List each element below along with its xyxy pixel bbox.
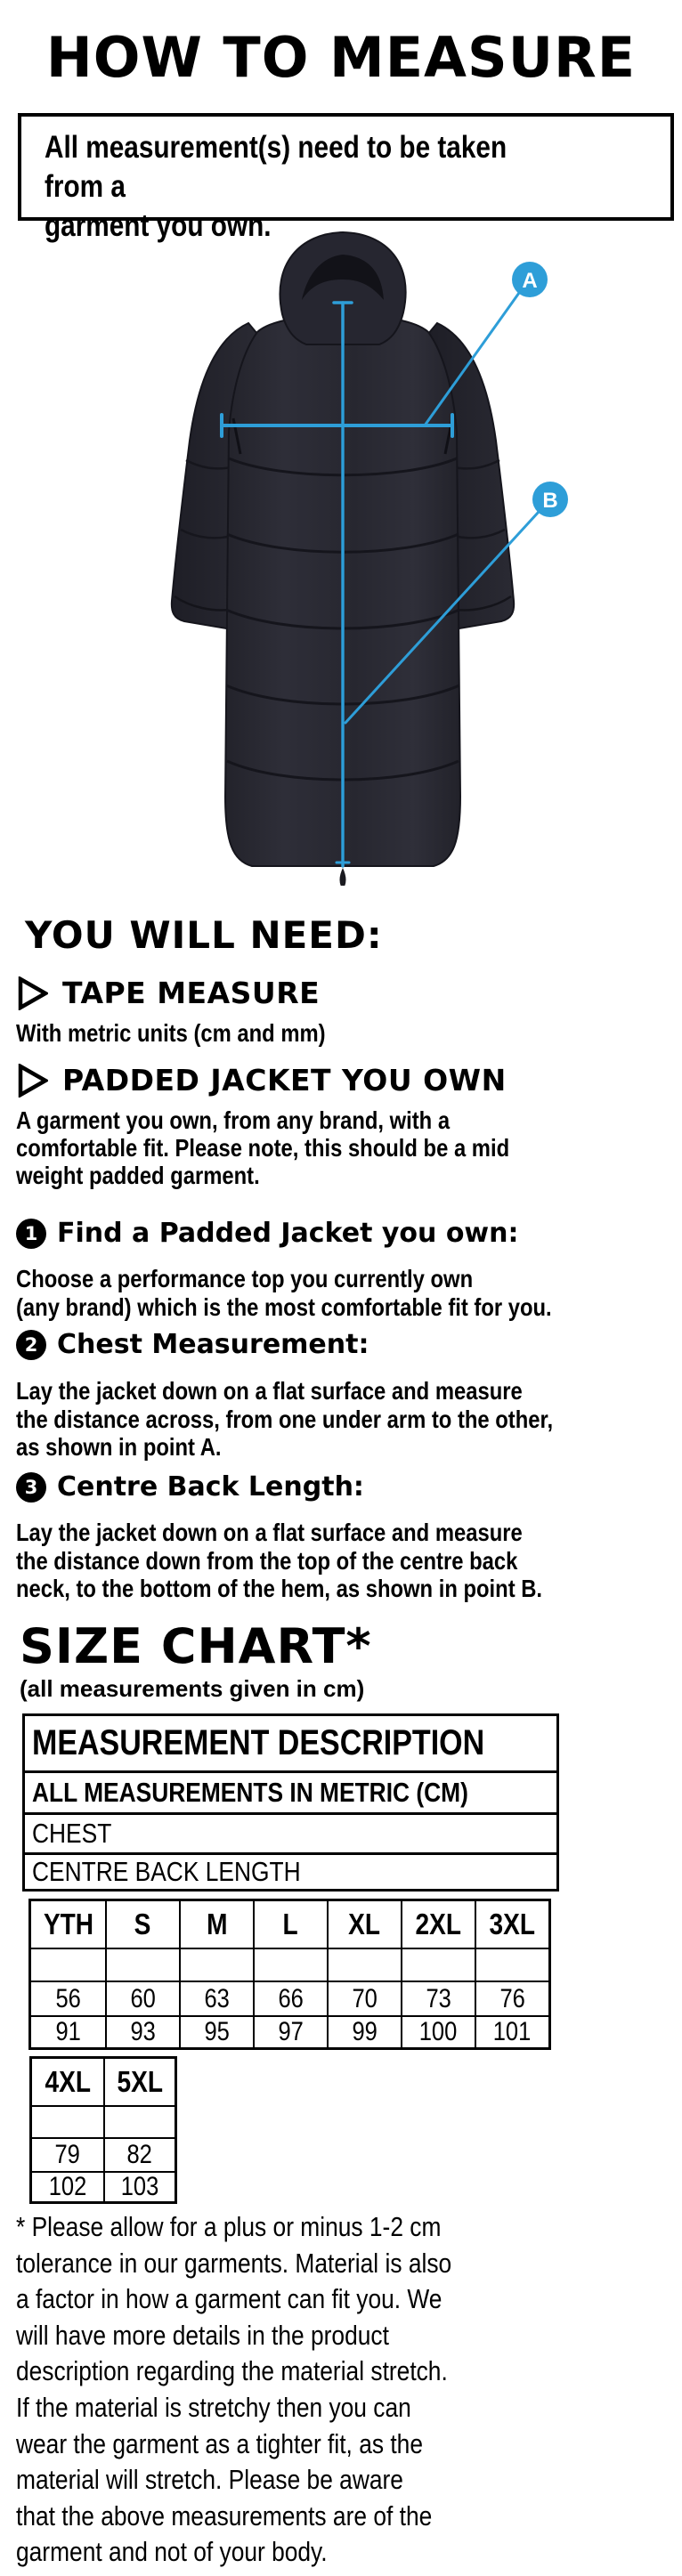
triangle-bullet-icon [18,1064,48,1098]
cbl-value-cell: 99 [327,2015,401,2047]
tolerance-footnote: * Please allow for a plus or minus 1-2 cm tolerance in our garments. Material is also a factor in how a garment can fit you. We will have more details in the product description regarding the material stretch. If the material is stretchy then you can wear the garment as a tighter fit, as the material will stretch. Please be aware that the above measurements are of the garment and not of your body. [16,2211,452,2568]
cbl-value-cell: 91 [31,2015,105,2047]
need-item-desc: With metric units (cm and mm) [16,1019,326,1047]
size-table-extended [29,2056,177,2204]
size-col-header: 4XL [45,2065,91,2098]
empty-cell [31,1948,105,1981]
table-row-chest: CHEST [25,1812,556,1852]
empty-cell [103,2105,175,2137]
padded-jacket-illustration [0,227,682,886]
empty-cell [179,1948,253,1981]
size-table-main [28,1899,551,2050]
page-title: HOW TO MEASURE [45,25,637,90]
chest-value-cell: 60 [105,1981,179,2015]
cbl-value-cell: 103 [103,2171,175,2201]
cbl-value-cell: 93 [105,2015,179,2047]
chest-value-cell: 56 [31,1981,105,2015]
step-1-number-badge: 1 [16,1219,46,1249]
chest-value-cell: 70 [327,1981,401,2015]
step-2-description: Lay the jacket down on a flat surface and measure the distance across, from one under arm to the other, as shown in point A. [16,1377,554,1461]
cbl-value-cell: 95 [179,2015,253,2047]
measurement-description-table [22,1713,559,1891]
size-col-header: 5XL [103,2059,175,2105]
step-3-title: Centre Back Length: [57,1471,364,1503]
step-2-header [16,1329,369,1360]
need-item-tape-measure [18,976,320,1010]
step-1-title: Find a Padded Jacket you own: [57,1218,519,1249]
size-col-header: YTH [43,1908,93,1940]
point-b-marker [532,482,568,517]
size-chart-heading: SIZE CHART* [20,1618,372,1674]
size-col-header: S [105,1901,179,1948]
need-item-title: TAPE MEASURE [62,976,321,1010]
chest-value-cell: 79 [32,2137,103,2171]
size-col-header: XL [327,1901,401,1948]
table-row-metric: ALL MEASUREMENTS IN METRIC (CM) [25,1770,556,1812]
chest-value-cell: 66 [253,1981,327,2015]
table-row-centre-back-length: CENTRE BACK LENGTH [25,1852,556,1889]
empty-cell [32,2105,103,2137]
size-chart-subheading: (all measurements given in cm) [20,1675,365,1702]
chest-value-cell: 63 [179,1981,253,2015]
cbl-value-cell: 102 [32,2171,103,2201]
empty-cell [327,1948,401,1981]
triangle-bullet-icon [18,976,48,1010]
empty-cell [105,1948,179,1981]
chest-value-cell: 73 [401,1981,475,2015]
empty-cell [475,1948,548,1981]
notice-text: All measurement(s) need to be taken from a garment you own. [45,130,507,243]
point-a-label: A [522,269,538,293]
size-col-header: L [253,1901,327,1948]
size-col-header: M [179,1901,253,1948]
notice-box [18,113,674,243]
step-1-header [16,1218,519,1249]
chest-value-cell: 82 [103,2137,175,2171]
empty-cell [401,1948,475,1981]
size-col-header: 2XL [401,1901,475,1948]
need-item-title: PADDED JACKET YOU OWN [62,1063,507,1098]
step-2-number-badge: 2 [16,1330,46,1360]
zipper-pull [340,868,346,886]
point-b-label: B [542,489,558,513]
cbl-value-cell: 97 [253,2015,327,2047]
step-3-header [16,1471,364,1503]
point-a-marker [512,262,548,297]
measurement-diagram [0,227,682,886]
cbl-value-cell: 101 [475,2015,548,2047]
table-header-row: MEASUREMENT DESCRIPTION [32,1723,485,1762]
size-col-header: 3XL [475,1901,548,1948]
need-item-padded-jacket [18,1063,507,1098]
empty-cell [253,1948,327,1981]
chest-value-cell: 76 [475,1981,548,2015]
step-3-number-badge: 3 [16,1472,46,1503]
step-1-description: Choose a performance top you currently own (any brand) which is the most comfortable fit for you. [16,1265,552,1321]
you-will-need-heading: YOU WILL NEED: [25,913,383,957]
cbl-value-cell: 100 [401,2015,475,2047]
need-item-desc: A garment you own, from any brand, with a comfortable fit. Please note, this should be a mid weight padded garment. [16,1106,510,1189]
step-2-title: Chest Measurement: [57,1329,369,1360]
step-3-description: Lay the jacket down on a flat surface and measure the distance down from the top of the centre back neck, to the bottom of the hem, as shown in point B. [16,1519,543,1602]
